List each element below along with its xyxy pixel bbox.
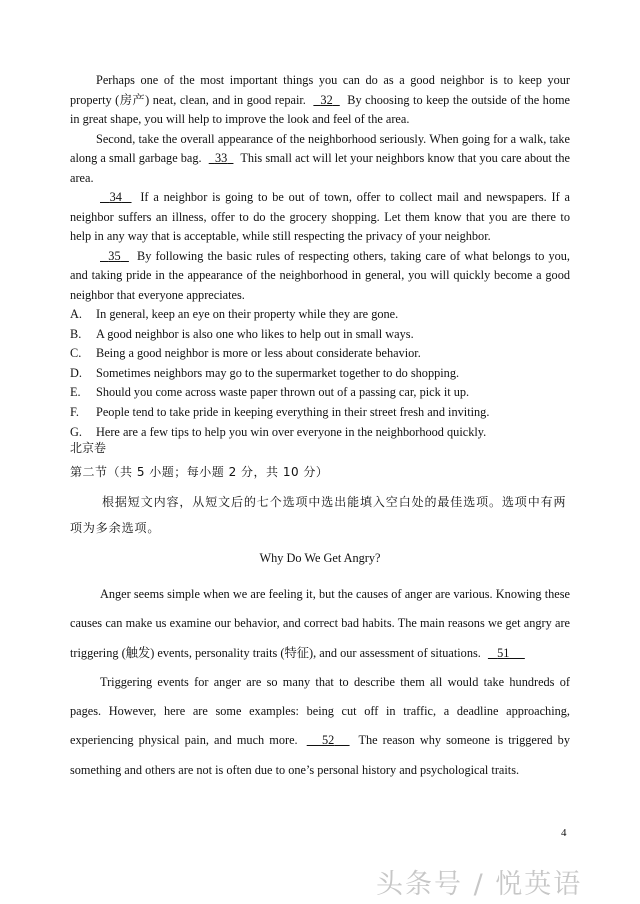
section-heading: 第二节（共 5 小题；每小题 2 分，共 10 分） xyxy=(70,465,329,479)
paragraph: Anger seems simple when we are feeling it, but the causes of anger are various. Knowing these causes can make us examine our behavior, and correct bad habits. The main reasons we get angry are triggering (触发) events, personality traits (特征), and our assessment of situations. 51 xyxy=(70,587,570,660)
answer-blank: 35 xyxy=(108,248,121,263)
answer-blank: 51 xyxy=(497,645,510,660)
passage-2 xyxy=(70,580,570,785)
answer-blank: 34 xyxy=(109,190,122,204)
option-item: B. A good neighbor is also one who likes to help out in small ways. xyxy=(70,326,414,341)
option-item: F. People tend to take pride in keeping everything in their street fresh and inviting. xyxy=(70,404,490,419)
option-item: G. Here are a few tips to help you win over everyone in the neighborhood quickly. xyxy=(70,424,487,439)
option-item: A. In general, keep an eye on their property while they are gone. xyxy=(70,307,399,321)
options-list xyxy=(70,305,570,442)
paper-name: 北京卷 xyxy=(70,441,107,455)
watermark: 头条号 / 悦英语 xyxy=(376,869,583,900)
paragraph: 35 By following the basic rules of respecting others, taking care of what belongs to you, and taking pride in the appearance of the neighborhood in general, you will quickly become a good neighbor that everyone appreciates. xyxy=(70,248,571,302)
answer-blank: 32 xyxy=(320,92,333,107)
section-instruction: 根据短文内容，从短文后的七个选项中选出能填入空白处的最佳选项。选项中有两项为多余选项。 xyxy=(70,495,567,535)
paragraph: Triggering events for anger are so many that to describe them all would take hundreds of pages. However, here are some examples: being cut off in traffic, a deadline approaching, experiencing physical pain, and much more. 52 The reason why someone is triggered by something and others are not is often due to one’s personal history and psychological traits. xyxy=(70,674,570,777)
passage-1 xyxy=(70,71,570,305)
option-item: D. Sometimes neighbors may go to the supermarket together to do shopping. xyxy=(70,365,460,380)
option-item: E. Should you come across waste paper thrown out of a passing car, pick it up. xyxy=(70,385,470,400)
passage-title: Why Do We Get Angry? xyxy=(259,551,381,565)
answer-blank: 52 xyxy=(321,733,335,748)
paragraph: 34 If a neighbor is going to be out of town, offer to collect mail and newspapers. If a neighbor suffers an illness, offer to do the grocery shopping. Let them know that you are there to help in any way that is acceptable, while still respecting the privacy of your neighbor. xyxy=(70,190,571,243)
page-number: 4 xyxy=(561,827,567,839)
answer-blank: 33 xyxy=(214,151,228,165)
paragraph: Perhaps one of the most important things you can do as a good neighbor is to keep your property (房产) neat, clean, and in good repair. 32 By choosing to keep the outside of the home in great shape, you will help to improve the look and feel of the area. xyxy=(70,73,571,126)
paragraph: Second, take the overall appearance of the neighborhood seriously. When going for a walk, take along a small garbage bag. 33 This small act will let your neighbors know that you care about the area. xyxy=(70,131,570,185)
option-item: C. Being a good neighbor is more or less about considerate behavior. xyxy=(70,346,421,361)
